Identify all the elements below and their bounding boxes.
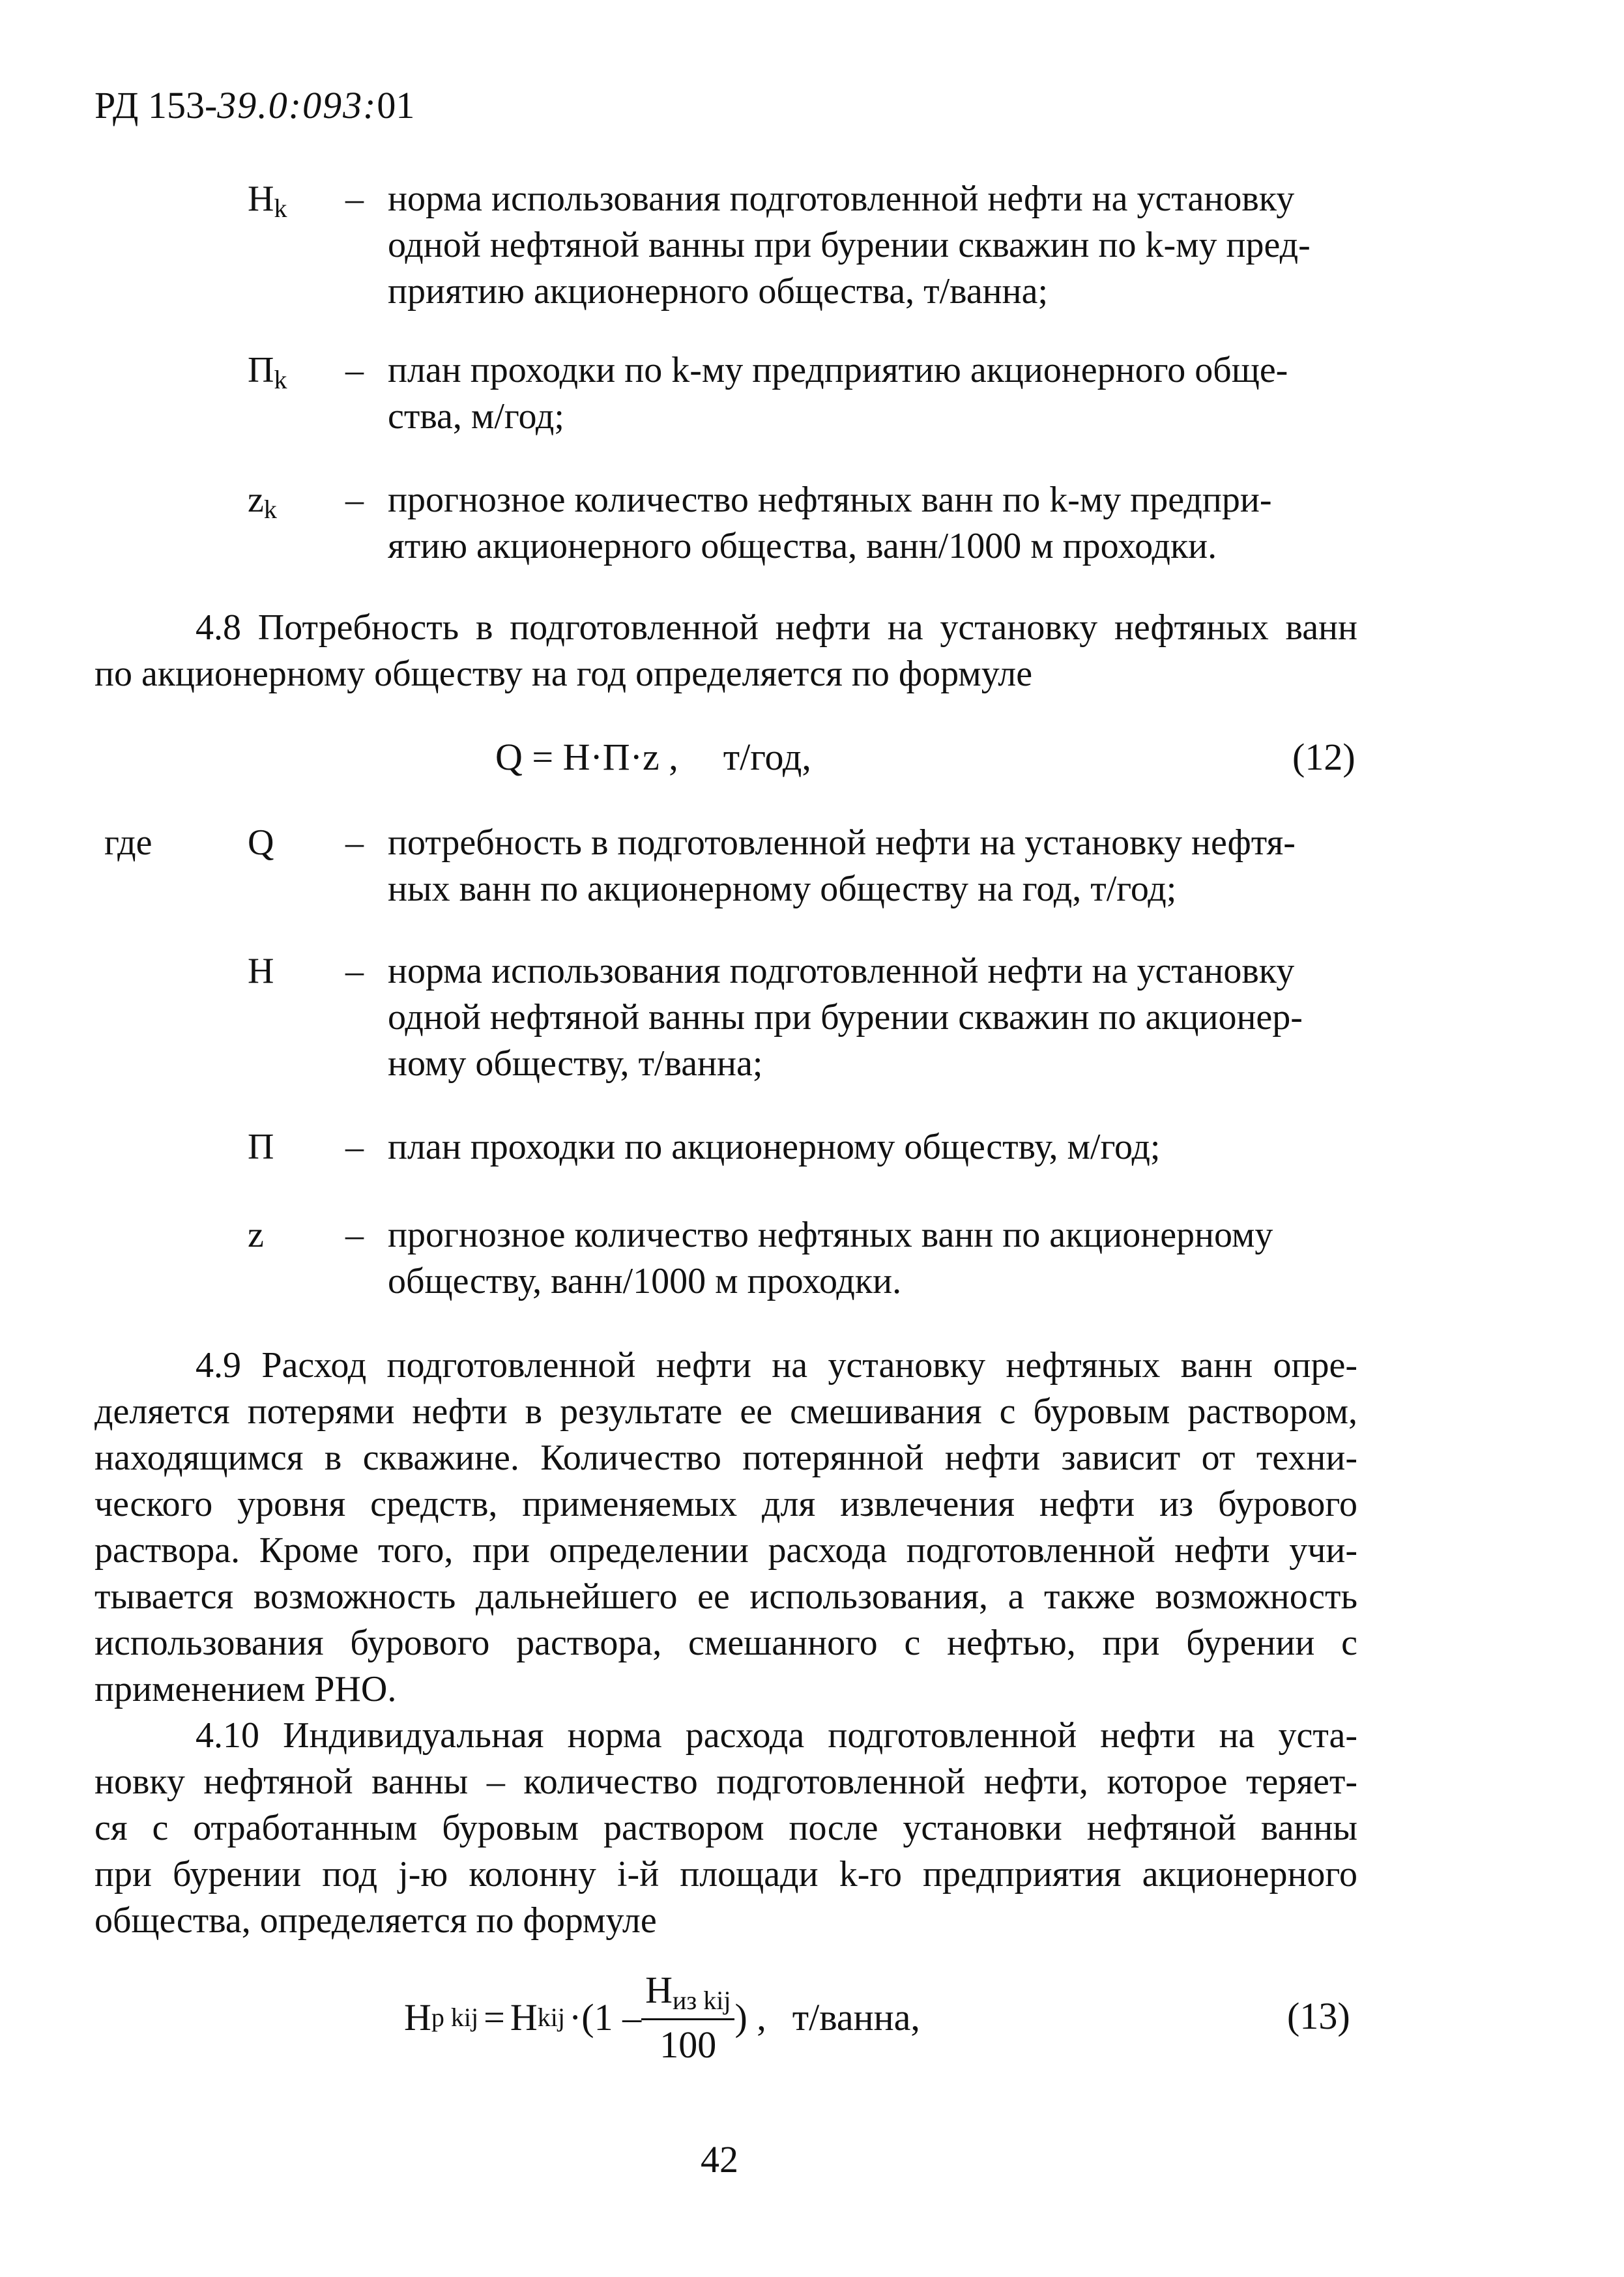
equation-number-13: (13) xyxy=(1287,1995,1350,2037)
definition-dash: – xyxy=(345,951,364,991)
definition-dash: – xyxy=(345,480,364,520)
header-handwritten-code: 39.0:093: xyxy=(217,84,377,126)
fraction-denominator: 100 xyxy=(660,2023,717,2066)
definition-dash: – xyxy=(345,1215,364,1255)
fraction-numerator: $Н_{из kij}$ xyxy=(641,1968,734,2020)
definition-text: прогнозное количество нефтяных ванн по акционерному обществу, ванн/1000 м проходки. xyxy=(388,1215,1273,1301)
formula-unit: т/ванна, xyxy=(792,1995,920,2038)
definition-symbol: $z_k$ xyxy=(248,480,277,524)
definition-dash: – xyxy=(345,1127,364,1167)
definition-text: план проходки по акционерному обществу, м/год; xyxy=(388,1127,1161,1167)
formula-fraction xyxy=(641,1968,734,2067)
definition-text: план проходки по k-му предприятию акционерного обще- ства, м/год; xyxy=(388,350,1288,437)
definition-symbol: $Н_k$ xyxy=(248,179,287,223)
definition-dash: – xyxy=(345,179,364,219)
definition-symbol: Н xyxy=(248,951,274,991)
definition-symbol: z xyxy=(248,1215,264,1255)
document-header xyxy=(94,83,414,127)
formula-13: Н p kij = Н kij ·(1 – $\frac{Н_{из kij}}{100}$ ) , т/ванна, xyxy=(404,1968,920,2066)
where-label: где xyxy=(104,822,152,863)
definition-text: потребность в подготовленной нефти на установку нефтя- ных ванн по акционерному обществу на год, т/год; xyxy=(388,822,1296,909)
paragraph-4-9: 4.9 Расход подготовленной нефти на установку нефтяных ванн опре- деляется потерями нефти в результате ее смешивания с буровым раствором, находящимся в скважине. Количество потерянной нефти зависит от техни- ческого уровня средств, применяемых для извлечения нефти из бурового раствора. Кроме того, при определении расхода подготовленной нефти учи- тывается возможность дальнейшего ее использования, а также возможность использования бурового раствора, смешанного с нефтью, при бурении с применением РНО. xyxy=(94,1345,1357,1709)
page-number: 42 xyxy=(701,2138,738,2181)
paragraph-4-8: 4.8 Потребность в подготовленной нефти на установку нефтяных ванн по акционерному обществу на год определяется по формуле xyxy=(94,607,1357,694)
definition-symbol: $П_k$ xyxy=(248,350,287,394)
header-suffix: 01 xyxy=(377,84,415,126)
paragraph-4-10: 4.10 Индивидуальная норма расхода подготовленной нефти на уста- новку нефтяной ванны – количество подготовленной нефти, которое теряет- ся с отработанным буровым раствором после установки нефтяной ванны при бурении под j-ю колонну i-й площади k-го предприятия акционерного общества, определяется по формуле xyxy=(94,1715,1357,1941)
definition-text: норма использования подготовленной нефти на установку одной нефтяной ванны при бурении скважин по k-му пред- приятию акционерного общества, т/ванна; xyxy=(388,179,1311,312)
definition-symbol: П xyxy=(248,1127,274,1167)
definition-text: норма использования подготовленной нефти на установку одной нефтяной ванны при бурении скважин по акционер- ному обществу, т/ванна; xyxy=(388,951,1303,1084)
equation-number-12: (12) xyxy=(1292,736,1356,778)
definition-dash: – xyxy=(345,350,364,390)
definition-text: прогнозное количество нефтяных ванн по k-му предпри- ятию акционерного общества, ванн/1000 м проходки. xyxy=(388,480,1272,566)
header-prefix: РД 153- xyxy=(94,84,218,126)
formula-unit: т/год, xyxy=(723,736,811,778)
formula-12 xyxy=(495,735,811,779)
formula-expression: Q = Н·П·z , xyxy=(495,736,678,778)
definition-dash: – xyxy=(345,822,364,863)
definition-symbol: Q xyxy=(248,822,274,863)
